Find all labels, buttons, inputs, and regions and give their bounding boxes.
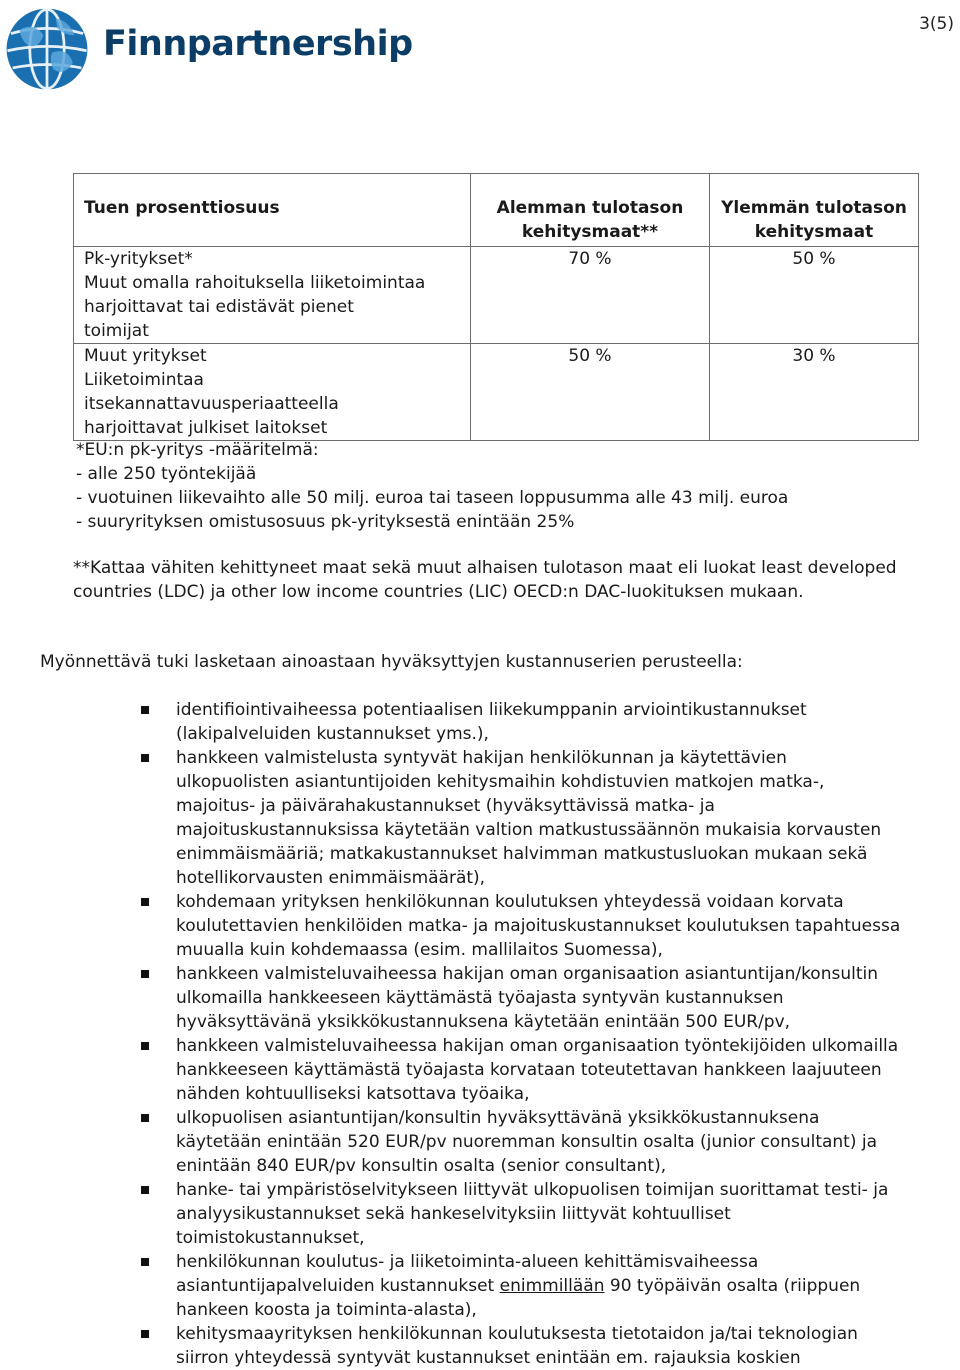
- table-cell-upper-income: 30 %: [710, 344, 919, 441]
- table-row: [74, 247, 919, 344]
- square-bullet-icon: [141, 754, 149, 762]
- sme-definition-note: [73, 438, 953, 534]
- square-bullet-icon: [141, 970, 149, 978]
- list-item: hankkeen valmisteluvaiheessa hakijan oman organisaation asiantuntijan/konsultin ulkomailla hankkeeseen käyttämästä työajasta syntyvän kustannuksen hyväksyttävänä yksikkökustannuksena käytetään enintään 500 EUR/pv,: [0, 962, 960, 1034]
- square-bullet-icon: [141, 898, 149, 906]
- eligible-costs-intro: Myönnettävä tuki lasketaan ainoastaan hyväksyttyjen kustannuserien perusteella:: [40, 652, 743, 672]
- list-item: identifiointivaiheessa potentiaalisen liikekumppanin arviointikustannukset (lakipalveluiden kustannukset yms.),: [0, 698, 960, 746]
- square-bullet-icon: [141, 1042, 149, 1050]
- note-line: *EU:n pk-yritys -määritelmä:: [76, 440, 319, 460]
- globe-logo-icon: [4, 6, 90, 92]
- list-item: kohdemaan yrityksen henkilökunnan koulutuksen yhteydessä voidaan korvata koulutettavien henkilöiden matka- ja majoituskustannukset koulutuksen tapahtuessa muualla kuin kohdemaassa (esim. mallilaitos Suomessa),: [0, 890, 960, 962]
- underlined-line: asiantuntijapalveluiden kustannukset enimmillään 90 työpäivän osalta (riippuen: [176, 1276, 861, 1296]
- square-bullet-icon: [141, 1114, 149, 1122]
- underlined-word: enimmillään: [499, 1276, 605, 1296]
- table-cell-lower-income: 50 %: [471, 344, 710, 441]
- brand-name: Finnpartnership: [103, 24, 413, 64]
- list-item: ulkopuolisen asiantuntijan/konsultin hyväksyttävänä yksikkökustannuksena käytetään enintään 520 EUR/pv nuoremman konsultin osalta (junior consultant) ja enintään 840 EUR/pv konsultin osalta (senior consultant),: [0, 1106, 960, 1178]
- page-header: [0, 0, 960, 100]
- table-row: [74, 344, 919, 441]
- square-bullet-icon: [141, 1330, 149, 1338]
- eligible-costs-list: [0, 698, 960, 1370]
- square-bullet-icon: [141, 1186, 149, 1194]
- table-header-category: Tuen prosenttiosuus: [74, 174, 471, 247]
- table-row-label: Muut yritykset Liiketoimintaa itsekannattavuusperiaatteella harjoittavat julkiset laitokset: [74, 344, 471, 441]
- note-line: - alle 250 työntekijää: [76, 464, 257, 484]
- table-row-label: Pk-yritykset* Muut omalla rahoituksella liiketoimintaa harjoittavat tai edistävät pienet toimijat: [74, 247, 471, 344]
- list-item: hankkeen valmisteluvaiheessa hakijan oman organisaation työntekijöiden ulkomailla hankkeeseen käyttämästä työajasta korvataan toteutettavan hankkeen laajuuteen nähden kohtuulliseksi katsottava työaika,: [0, 1034, 960, 1106]
- table-header-lower-income: Alemman tulotason kehitysmaat**: [471, 174, 710, 247]
- table-cell-upper-income: 50 %: [710, 247, 919, 344]
- page-number: 3(5): [919, 14, 954, 34]
- square-bullet-icon: [141, 1258, 149, 1266]
- table-header-upper-income: Ylemmän tulotason kehitysmaat: [710, 174, 919, 247]
- list-item: hankkeen valmistelusta syntyvät hakijan henkilökunnan ja käytettävien ulkopuolisten asiantuntijoiden kehitysmaihin kohdistuvien matkojen matka-, majoitus- ja päivärahakustannukset (hyväksyttävissä matka- ja majoituskustannuksissa käytetään valtion matkustussäännön mukaisia korvausten enimmäismääriä; matkakustannukset halvimman matkustusluokan mukaan sekä hotellikorvausten enimmäismäärät),: [0, 746, 960, 890]
- support-percentage-table: [73, 173, 919, 441]
- list-item: hanke- tai ympäristöselvitykseen liittyvät ulkopuolisen toimijan suorittamat testi- ja analyysikustannukset sekä hankeselvityksiin liittyvät kohtuulliset toimistokustannukset,: [0, 1178, 960, 1250]
- ldc-footnote: **Kattaa vähiten kehittyneet maat sekä muut alhaisen tulotason maat eli luokat least developed countries (LDC) ja other low income countries (LIC) OECD:n DAC-luokituksen mukaan.: [73, 558, 897, 602]
- square-bullet-icon: [141, 706, 149, 714]
- list-item: henkilökunnan koulutus- ja liiketoiminta-alueen kehittämisvaiheessa asiantuntijapalveluiden kustannukset enimmillään 90 työpäivän osalta (riippuen hankeen koosta ja toiminta-alasta),: [0, 1250, 960, 1322]
- note-line: - suuryrityksen omistusosuus pk-yrityksestä enintään 25%: [76, 512, 575, 532]
- table-header-row: [74, 174, 919, 247]
- table-cell-lower-income: 70 %: [471, 247, 710, 344]
- note-line: - vuotuinen liikevaihto alle 50 milj. euroa tai taseen loppusumma alle 43 milj. euroa: [76, 488, 789, 508]
- list-item: kehitysmaayrityksen henkilökunnan koulutuksesta tietotaidon ja/tai teknologian siirron yhteydessä syntyvät kustannukset enintään em. rajauksia koskien: [0, 1322, 960, 1370]
